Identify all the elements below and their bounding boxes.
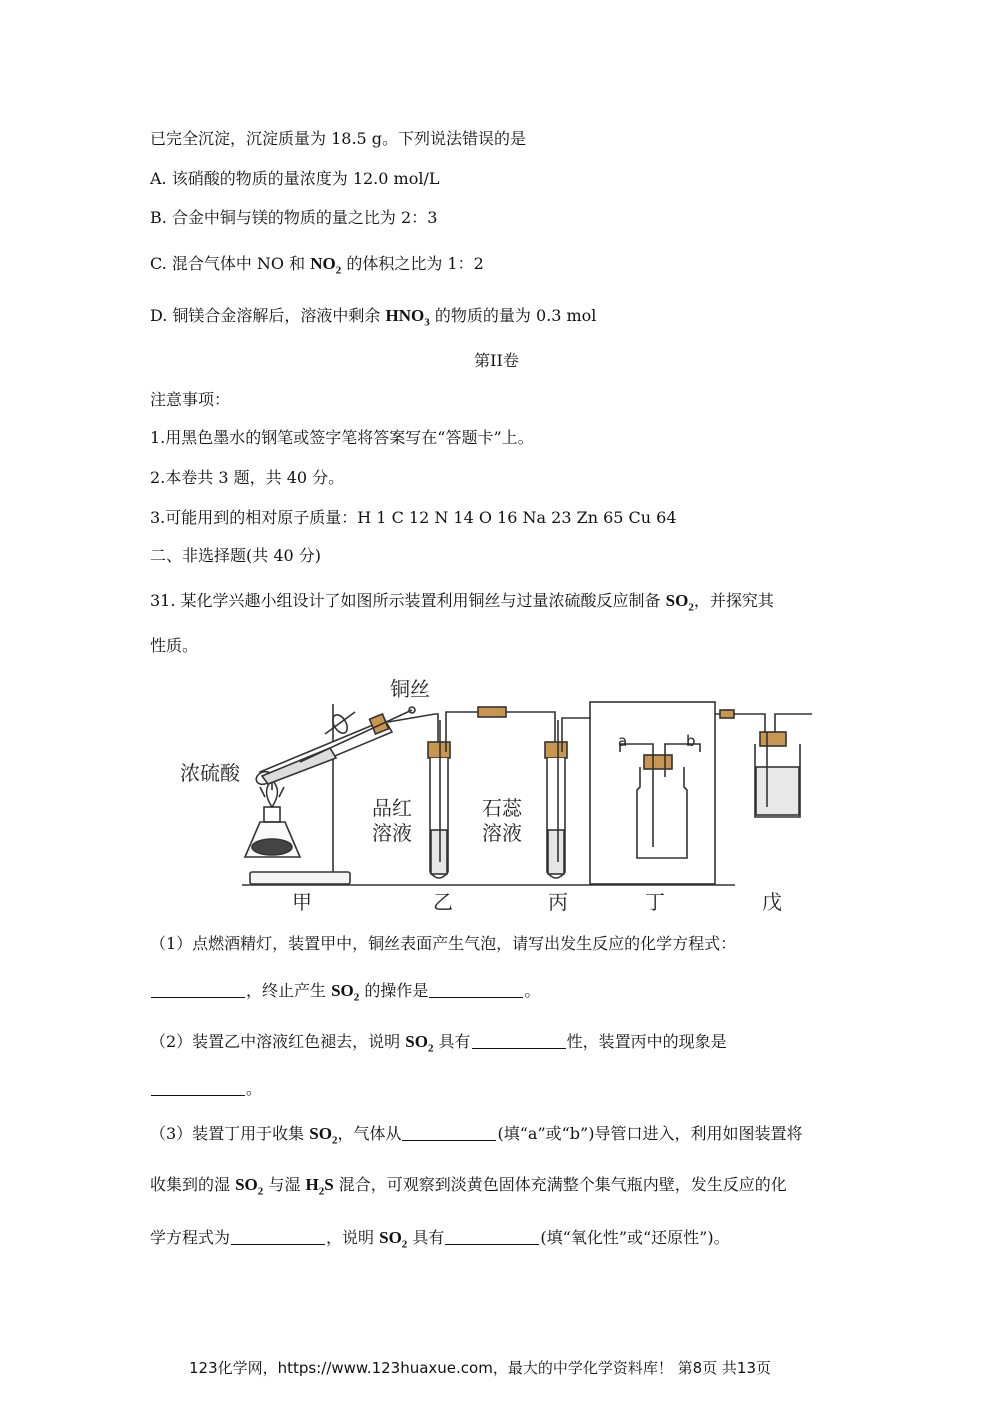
q2-mid: 具有 — [433, 1032, 471, 1051]
q3-mid: ，气体从 — [337, 1124, 402, 1143]
q3c-pre: 学方程式为 — [150, 1228, 231, 1247]
option-d — [150, 305, 596, 333]
answer-blank[interactable] — [231, 1228, 325, 1245]
sub-question-3 — [150, 1123, 802, 1151]
formula-so2: $SO_2$ — [235, 1175, 264, 1198]
q31-pre: 31. 某化学兴趣小组设计了如图所示装置利用铜丝与过量浓硫酸反应制备 — [150, 591, 666, 610]
section-title: 第II卷 — [474, 351, 519, 370]
formula-hno3: $HNO_3$ — [385, 306, 430, 329]
q2-end: 。 — [246, 1079, 263, 1098]
label-jia: 甲 — [292, 890, 312, 914]
sub-question-2 — [150, 1031, 727, 1059]
sub-question-1: （1）点燃酒精灯，装置甲中，铜丝表面产生气泡，请写出发生反应的化学方程式： — [150, 934, 737, 953]
formula-so2: $SO_2$ — [665, 591, 694, 614]
label-shirui: 石蕊 — [482, 796, 522, 820]
formula-so2: $SO_2$ — [331, 981, 360, 1004]
option-c-pre: C. 混合气体中 NO 和 — [150, 254, 311, 273]
part-two-heading: 二、非选择题(共 40 分) — [150, 546, 322, 565]
option-d-post: 的物质的量为 0.3 mol — [429, 306, 597, 325]
label-bing: 丙 — [548, 890, 568, 914]
answer-blank[interactable] — [151, 1079, 245, 1096]
notice-1: 1.用黑色墨水的钢笔或签字笔将答案写在“答题卡”上。 — [150, 428, 534, 447]
label-pinhong: 品红 — [372, 796, 412, 820]
formula-no2: $NO_2$ — [310, 254, 342, 277]
option-b: B. 合金中铜与镁的物质的量之比为 2：3 — [150, 208, 438, 227]
q3c-mid: ，说明 — [326, 1228, 380, 1247]
q2-pre: （2）装置乙中溶液红色褪去，说明 — [150, 1032, 406, 1051]
label-copper-wire: 铜丝 — [390, 677, 430, 701]
q3-pre: （3）装置丁用于收集 — [150, 1124, 310, 1143]
formula-so2: $SO_2$ — [379, 1228, 408, 1251]
formula-h2s: $H_2S$ — [305, 1175, 334, 1198]
q3b-post: 混合，可观察到淡黄色固体充满整个集气瓶内壁，发生反应的化 — [333, 1175, 787, 1194]
sub-question-1-line2 — [150, 980, 540, 1008]
label-shirui-solution: 溶液 — [482, 821, 522, 845]
page-footer: 123化学网，https://www.123huaxue.com，最大的中学化学资料库！ 第8页 共13页 — [188, 1359, 771, 1377]
option-c-post: 的体积之比为 1：2 — [341, 254, 484, 273]
label-port-b: b — [686, 732, 696, 750]
q3b-mid: 与湿 — [263, 1175, 306, 1194]
formula-so2: $SO_2$ — [309, 1124, 338, 1147]
notice-heading: 注意事项： — [150, 390, 231, 409]
label-conc-sulfuric-acid: 浓硫酸 — [180, 761, 240, 785]
option-c — [150, 253, 484, 281]
sub-question-3-line3 — [150, 1227, 730, 1255]
q3c-mid2: 具有 — [407, 1228, 445, 1247]
option-d-pre: D. 铜镁合金溶解后，溶液中剩余 — [150, 306, 386, 325]
q1-end: 。 — [524, 981, 541, 1000]
answer-blank[interactable] — [429, 981, 523, 998]
q3c-post: (填“氧化性”或“还原性”)。 — [540, 1228, 730, 1247]
q2-post: 性，装置丙中的现象是 — [566, 1032, 727, 1051]
question-31-line2: 性质。 — [150, 636, 199, 655]
label-pinhong-solution: 溶液 — [372, 821, 412, 845]
line-intro: 已完全沉淀，沉淀质量为 18.5 g。下列说法错误的是 — [150, 129, 527, 148]
notice-2: 2.本卷共 3 题，共 40 分。 — [150, 468, 345, 487]
apparatus-diagram — [150, 672, 820, 926]
answer-blank[interactable] — [445, 1228, 539, 1245]
q3b-pre: 收集到的湿 — [150, 1175, 236, 1194]
formula-so2: $SO_2$ — [405, 1032, 434, 1055]
q1-post: 的操作是 — [359, 981, 429, 1000]
option-a: A. 该硝酸的物质的量浓度为 12.0 mol/L — [150, 169, 440, 188]
answer-blank[interactable] — [151, 981, 245, 998]
q3-post: (填“a”或“b”)导管口进入，利用如图装置将 — [497, 1124, 803, 1143]
q1-mid: ，终止产生 — [246, 981, 332, 1000]
notice-3: 3.可能用到的相对原子质量：H 1 C 12 N 14 O 16 Na 23 Zn 65 Cu 64 — [150, 508, 677, 527]
q31-post: ，并探究其 — [693, 591, 774, 610]
sub-question-2-line2 — [150, 1078, 262, 1100]
answer-blank[interactable] — [472, 1032, 566, 1049]
sub-question-3-line2 — [150, 1174, 787, 1202]
label-port-a: a — [618, 732, 628, 750]
answer-blank[interactable] — [402, 1124, 496, 1141]
question-31 — [150, 590, 774, 618]
label-wu: 戊 — [762, 890, 782, 914]
label-yi: 乙 — [433, 890, 453, 914]
label-ding: 丁 — [645, 890, 665, 914]
